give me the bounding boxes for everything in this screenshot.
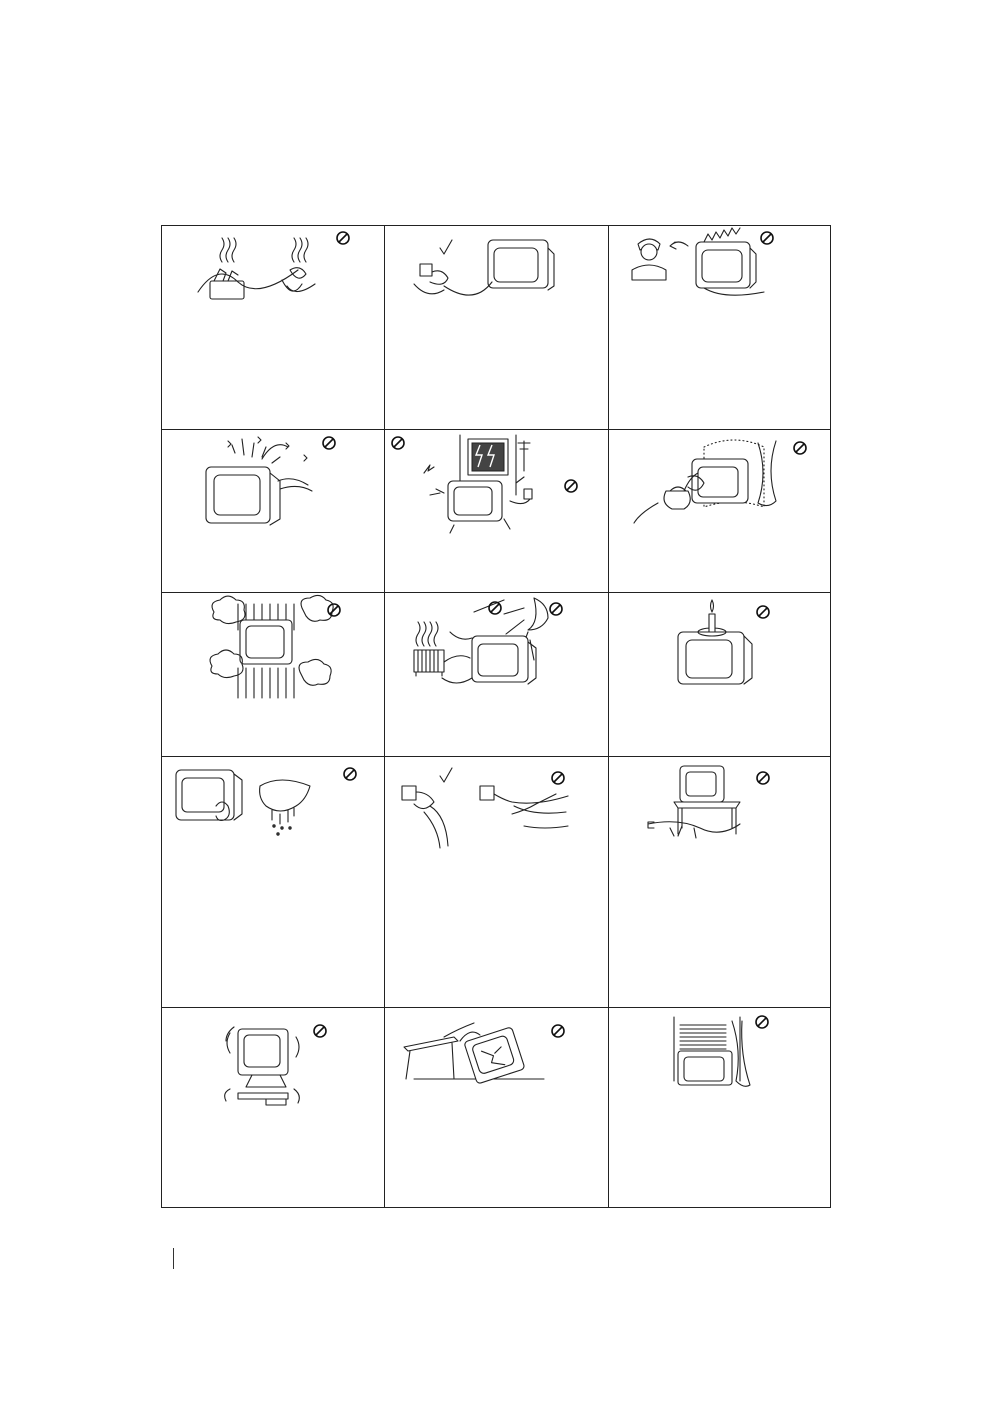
plug-in-illustration	[384, 226, 608, 429]
margin-marker	[173, 1248, 174, 1269]
panel-service-technician	[608, 226, 832, 429]
panel-damaged-cord	[608, 756, 832, 1007]
panel-ventilation	[162, 592, 384, 756]
panel-insert-objects	[162, 429, 384, 592]
panel-lightning	[384, 429, 608, 592]
panel-cleaning	[162, 756, 384, 1007]
panel-enclosed-objects	[608, 1007, 832, 1209]
check-mark-icon	[440, 240, 452, 254]
panel-falling-tv	[384, 1007, 608, 1209]
panel-unstable	[162, 1007, 384, 1209]
panel-steam-kettle	[608, 429, 832, 592]
panel-unplug-correctly	[384, 756, 608, 1007]
safety-illustration-grid	[161, 225, 831, 1208]
panel-plug-in	[384, 226, 608, 429]
panel-heat-sunlight	[384, 592, 608, 756]
panel-candle	[608, 592, 832, 756]
panel-overloaded-outlet	[162, 226, 384, 429]
